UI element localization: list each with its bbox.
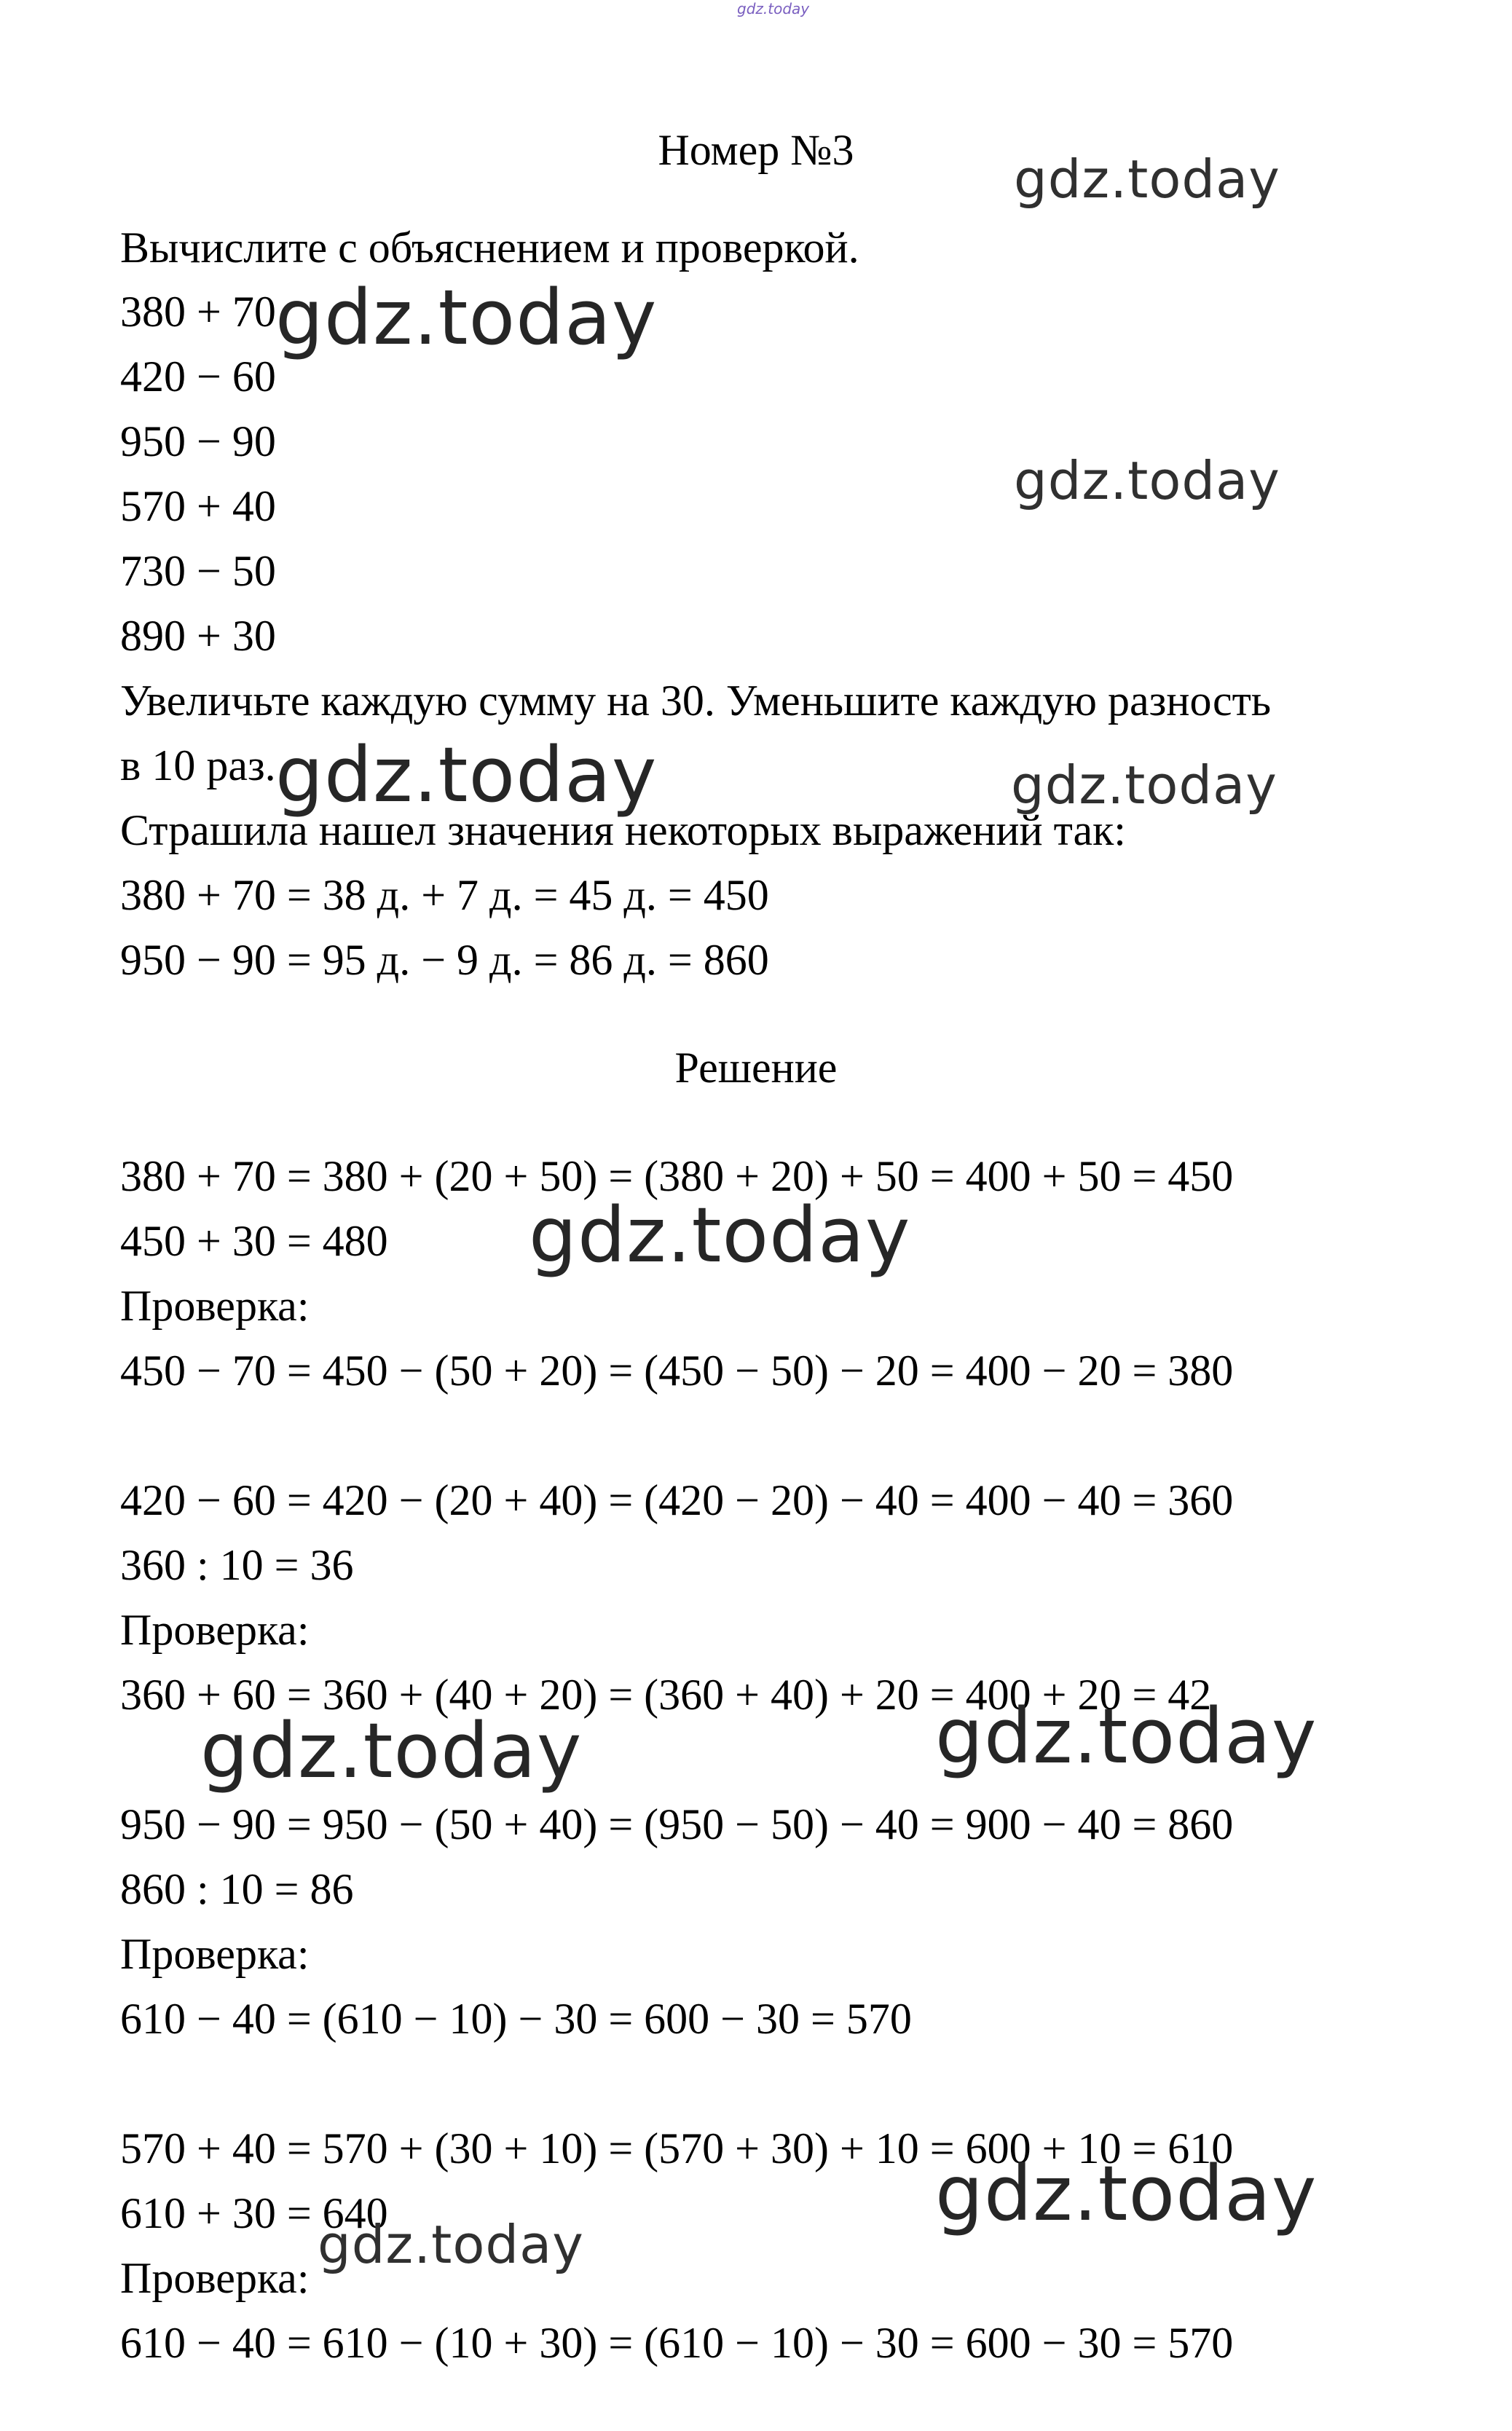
watermark: gdz.today [1014,450,1280,511]
watermark: gdz.today [275,273,658,362]
check-line: 610 − 40 = (610 − 10) − 30 = 600 − 30 = 570 [120,1995,912,2043]
strashila-example: 380 + 70 = 38 д. + 7 д. = 45 д. = 450 [120,871,769,919]
watermark: gdz.today [1014,149,1280,210]
watermark: gdz.today [935,1692,1318,1781]
task-expression: 950 − 90 [120,417,276,465]
task-expression: 380 + 70 [120,288,276,336]
solution-line: 360 : 10 = 36 [120,1541,354,1589]
solution-heading: Решение [674,1044,838,1092]
watermark: gdz.today [529,1191,911,1280]
solution-line: 570 + 40 = 570 + (30 + 10) = (570 + 30) + 10 = 600 + 10 = 610 [120,2124,1234,2172]
check-line: 450 − 70 = 450 − (50 + 20) = (450 − 50) − 20 = 400 − 20 = 380 [120,1347,1234,1395]
check-label: Проверка: [120,1606,310,1654]
solution-line: 420 − 60 = 420 − (20 + 40) = (420 − 20) − 40 = 400 − 40 = 360 [120,1476,1234,1524]
check-line: 360 + 60 = 360 + (40 + 20) = (360 + 40) + 20 = 400 + 20 = 42 [120,1671,1212,1719]
watermark: gdz.today [318,2214,584,2275]
task-expression: 570 + 40 [120,482,276,530]
solution-line: 610 + 30 = 640 [120,2189,388,2237]
watermark: gdz.today [935,2149,1318,2238]
solution-line: 380 + 70 = 380 + (20 + 50) = (380 + 20) + 50 = 400 + 50 = 450 [120,1152,1234,1200]
task-instruction: Увеличьте каждую сумму на 30. Уменьшите каждую разность [120,677,1272,725]
strashila-intro: Страшила нашел значения некоторых выражений так: [120,806,1126,854]
watermark: gdz.today [1011,754,1277,816]
watermark: gdz.today [275,730,658,819]
check-label: Проверка: [120,2254,310,2302]
solution-line: 950 − 90 = 950 − (50 + 40) = (950 − 50) − 40 = 900 − 40 = 860 [120,1800,1234,1848]
task-expression: 420 − 60 [120,352,276,401]
top-watermark: gdz.today [737,0,810,17]
task-expression: 890 + 30 [120,612,276,660]
task-instruction: в 10 раз. [120,741,276,789]
check-label: Проверка: [120,1930,310,1978]
task-expression: 730 − 50 [120,547,276,595]
strashila-example: 950 − 90 = 95 д. − 9 д. = 86 д. = 860 [120,936,769,984]
solution-line: 860 : 10 = 86 [120,1865,354,1913]
solution-line: 450 + 30 = 480 [120,1217,388,1265]
check-label: Проверка: [120,1282,310,1330]
task-intro: Вычислите с объяснением и проверкой. [120,224,859,272]
check-line: 610 − 40 = 610 − (10 + 30) = (610 − 10) − 30 = 600 − 30 = 570 [120,2319,1234,2367]
page-title: Номер №3 [658,126,854,174]
watermark: gdz.today [200,1706,583,1795]
